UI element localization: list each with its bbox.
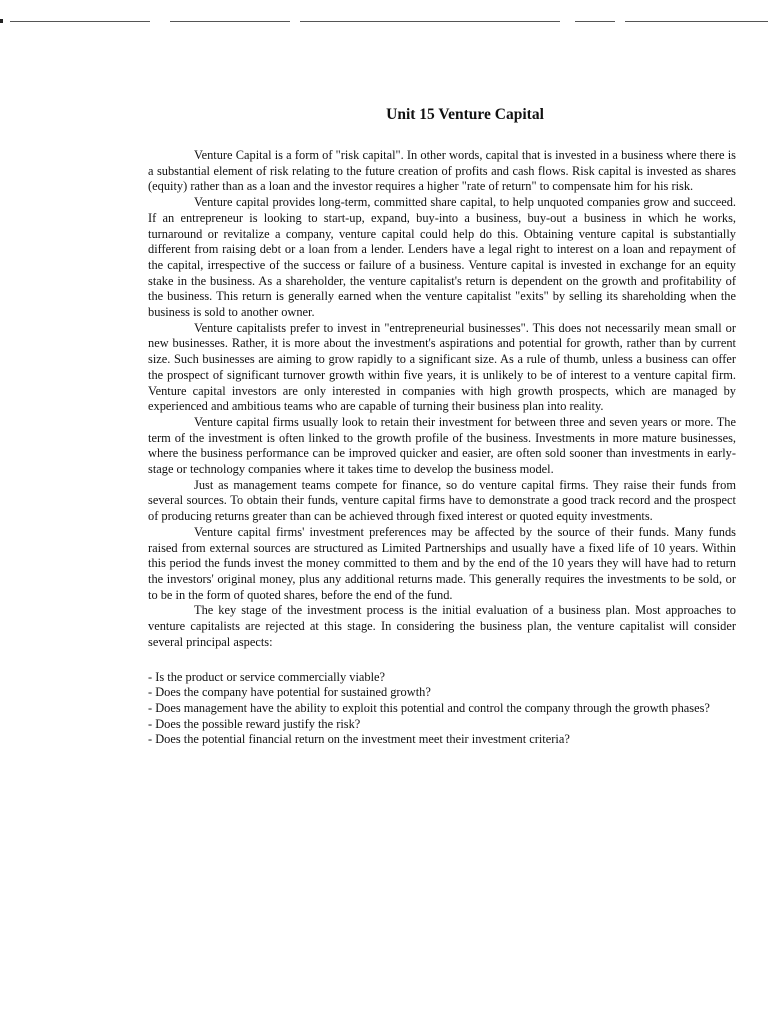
scan-line-segment	[575, 21, 615, 22]
question-item: - Does management have the ability to exploit this potential and control the company through the growth phases?	[148, 700, 710, 715]
paragraph-definition: Venture Capital is a form of "risk capital". In other words, capital that is invested in a business where there is a substantial element of risk relating to the future creation of profits and cash flows. Risk capital is invested as shares (equity) rather than as a loan and the investor requires a higher "rate of return" to compensate him for his risk.	[148, 148, 736, 194]
document-body	[148, 148, 736, 748]
question-item: - Does the potential financial return on the investment meet their investment criteria?	[148, 732, 570, 747]
question-item: - Does the possible reward justify the risk?	[148, 716, 361, 731]
paragraph-evaluation: The key stage of the investment process is the initial evaluation of a business plan. Most approaches to venture capitalists are rejected at this stage. In considering the business plan, the venture capitalist will consider several principal aspects:	[148, 603, 736, 649]
question-item: - Does the company have potential for sustained growth?	[148, 685, 431, 700]
scan-line-segment	[625, 21, 768, 22]
scan-edge-artifact	[0, 19, 768, 23]
scan-line-segment	[10, 21, 150, 22]
paragraph-investment-term: Venture capital firms usually look to retain their investment for between three and seven years or more. The term of the investment is often linked to the growth profile of the business. Investments in more mature businesses, where the business performance can be improved quicker and easier, are often sold sooner than investments in early-stage or technology companies where it takes time to develop the business model.	[148, 414, 736, 477]
scan-line-segment	[170, 21, 290, 22]
document-page	[148, 106, 736, 748]
paragraph-long-term-capital: Venture capital provides long-term, committed share capital, to help unquoted companies grow and succeed. If an entrepreneur is looking to start-up, expand, buy-into a business, buy-out a business in which he works, turnaround or revitalize a company, venture capital could help do this. Obtaining venture capital is substantially different from raising debt or a loan from a lender. Lenders have a legal right to interest on a loan and repayment of the capital, irrespective of the success or failure of a business. Venture capital is invested in exchange for an equity stake in the business. As a shareholder, the venture capitalist's return is dependent on the growth and profitability of the business. This return is generally earned when the venture capitalist "exits" by selling its shareholding when the business is sold to another owner.	[148, 195, 736, 320]
scan-corner-mark	[0, 19, 3, 23]
paragraph-fund-structure: Venture capital firms' investment preferences may be affected by the source of their funds. Many funds raised from external sources are structured as Limited Partnerships and usually have a fixed life of 10 years. Within this period the funds invest the money committed to them and by the end of the 10 years they will have had to return the investors' original money, plus any additional returns made. This generally requires the investments to be sold, or to be in the form of quoted shares, before the end of the fund.	[148, 524, 736, 602]
evaluation-questions-list	[148, 670, 736, 749]
paragraph-entrepreneurial-businesses: Venture capitalists prefer to invest in "entrepreneurial businesses". This does not necessarily mean small or new businesses. Rather, it is more about the investment's aspirations and potential for growth, rather than by current size. Such businesses are aiming to grow rapidly to a significant size. As a rule of thumb, unless a business can offer the prospect of significant turnover growth within five years, it is unlikely to be of interest to a venture capital firm. Venture capital investors are only interested in companies with high growth prospects, which are managed by experienced and ambitious teams who are capable of turning their business plan into reality.	[148, 320, 736, 414]
page-title: Unit 15 Venture Capital	[386, 106, 544, 123]
paragraph-fund-raising: Just as management teams compete for finance, so do venture capital firms. They raise their funds from several sources. To obtain their funds, venture capital firms have to demonstrate a good track record and the prospect of producing returns greater than can be achieved through fixed interest or quoted equity investments.	[148, 477, 736, 524]
scan-line-segment	[300, 21, 560, 22]
question-item: - Is the product or service commercially viable?	[148, 669, 386, 684]
